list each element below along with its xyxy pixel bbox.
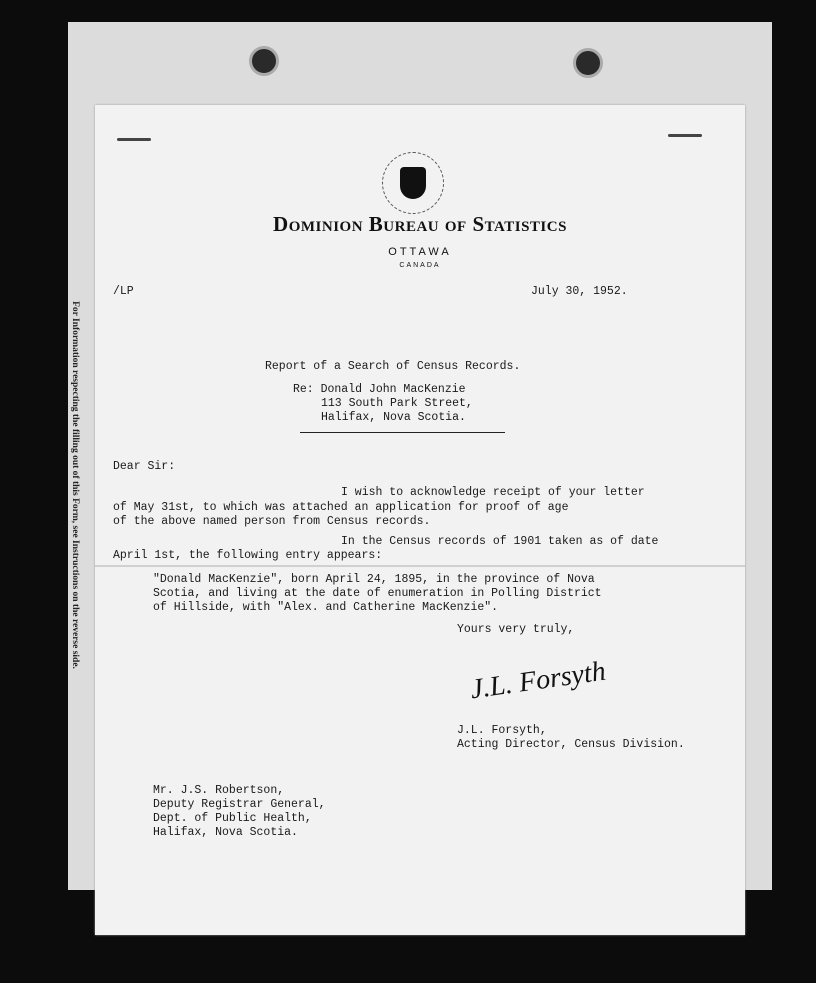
signer-title: Acting Director, Census Division. [457, 738, 685, 751]
body-line: April 1st, the following entry appears: [113, 549, 383, 562]
quote-line: "Donald MacKenzie", born April 24, 1895, in the province of Nova [153, 573, 595, 586]
city: OTTAWA [388, 246, 452, 258]
divider [300, 432, 505, 433]
subject: Report of a Search of Census Records. [265, 360, 521, 373]
org-name: Dominion Bureau of Statistics [273, 212, 567, 236]
date: July 30, 1952. [531, 285, 628, 298]
body-line: I wish to acknowledge receipt of your letter [341, 486, 645, 499]
staple [668, 134, 702, 137]
punch-hole [573, 48, 603, 78]
country: CANADA [399, 262, 441, 269]
punch-hole [249, 46, 279, 76]
recipient-line: Deputy Registrar General, [153, 798, 326, 811]
quote-line: Scotia, and living at the date of enumeration in Polling District [153, 587, 602, 600]
salutation: Dear Sir: [113, 460, 176, 473]
handwritten-signature: J.L. Forsyth [468, 655, 608, 706]
recipient-line: Mr. J.S. Robertson, [153, 784, 285, 797]
re-line: Re: Donald John MacKenzie [293, 383, 466, 396]
recipient-line: Halifax, Nova Scotia. [153, 826, 298, 839]
reference: /LP [113, 285, 134, 298]
quote-line: of Hillside, with "Alex. and Catherine MacKenzie". [153, 601, 499, 614]
body-line: of May 31st, to which was attached an application for proof of age [113, 501, 569, 514]
body-line: of the above named person from Census records. [113, 515, 431, 528]
closing: Yours very truly, [457, 623, 575, 636]
side-instruction-note: For Information respecting the filling out of this Form, see Instructions on the reverse side. [70, 301, 80, 669]
body-line: In the Census records of 1901 taken as of date [341, 535, 659, 548]
letter-page [95, 105, 745, 935]
re-line: 113 South Park Street, [321, 397, 473, 410]
staple [117, 138, 151, 141]
re-line: Halifax, Nova Scotia. [321, 411, 466, 424]
department-seal-logo [382, 152, 444, 214]
recipient-line: Dept. of Public Health, [153, 812, 312, 825]
signer-name: J.L. Forsyth, [457, 724, 547, 737]
paper-fold [95, 565, 745, 567]
